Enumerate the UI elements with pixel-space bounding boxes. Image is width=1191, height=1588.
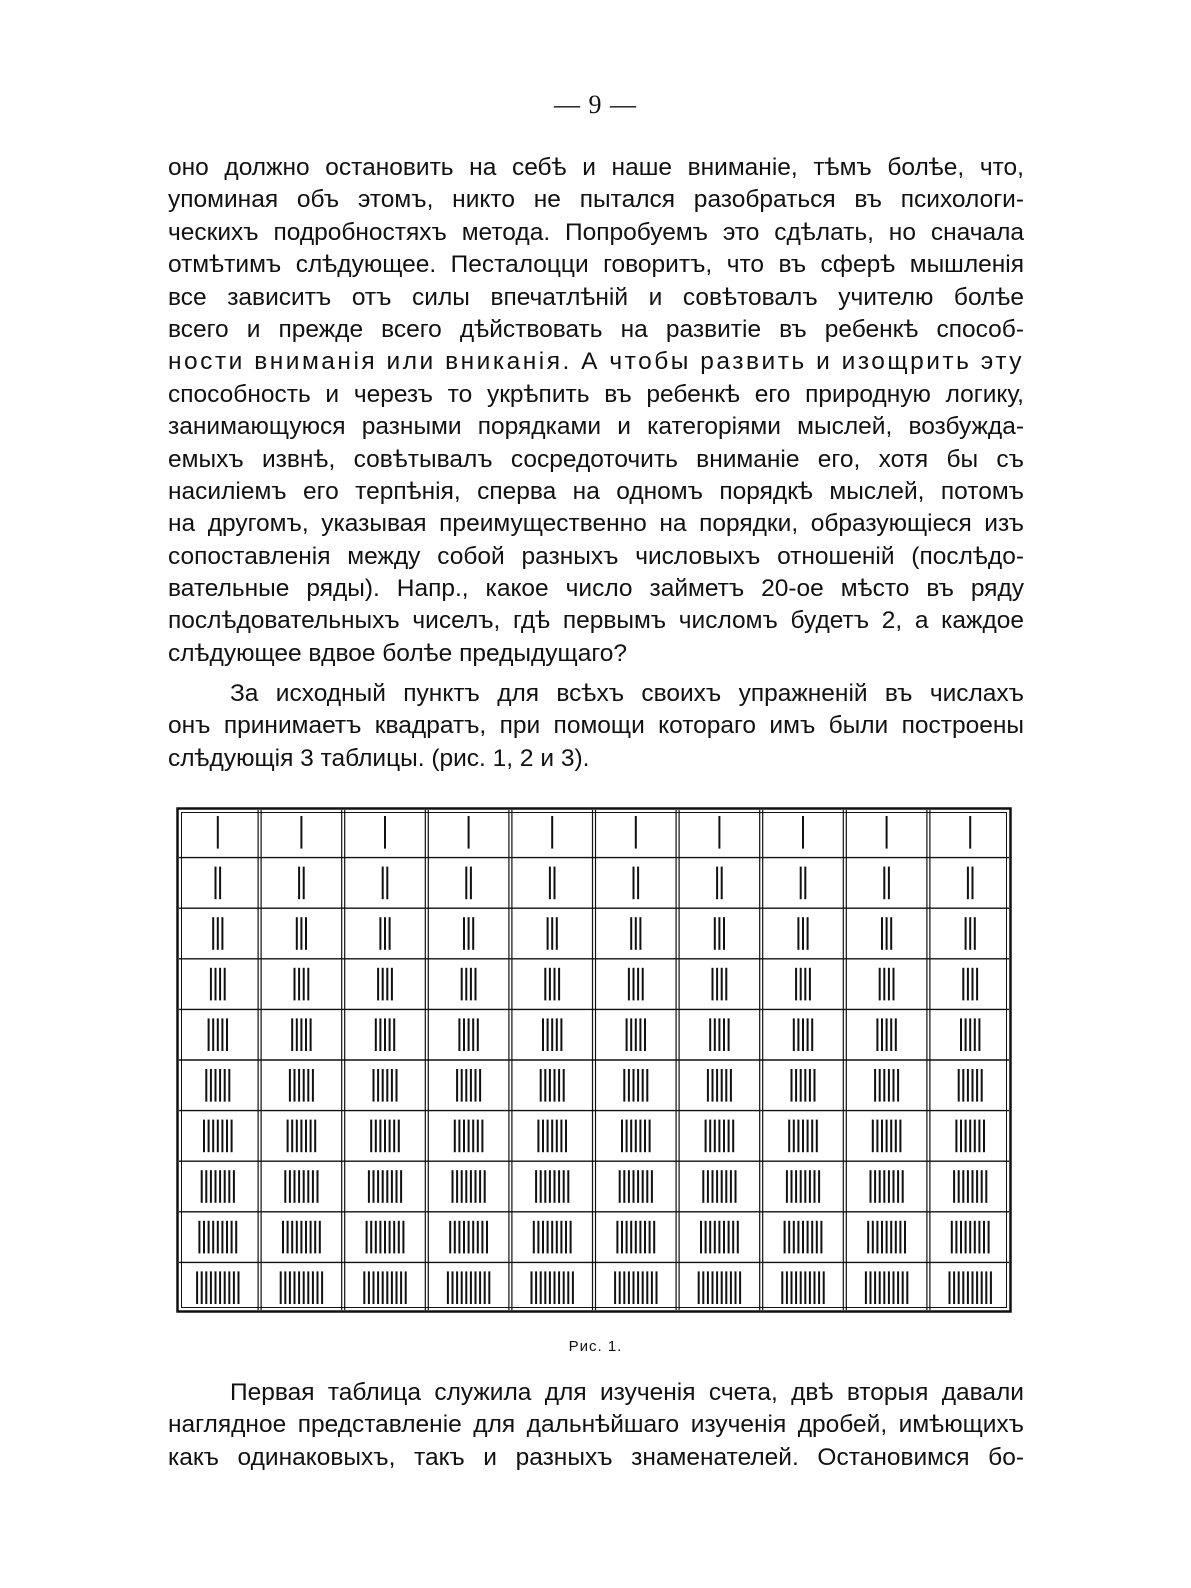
text-line: сопоставленія между собой разныхъ числовыхъ отношеній (послѣдо- <box>168 542 1024 570</box>
text-line: послѣдовательныхъ чиселъ, гдѣ первымъ числомъ будетъ 2, а каждое <box>168 607 1024 635</box>
text-line: слѣдующія 3 таблицы. (рис. 1, 2 и 3). <box>168 744 590 772</box>
paragraph-1 <box>168 152 1024 670</box>
text-line: оно должно остановить на себѣ и наше вниманіе, тѣмъ болѣе, что, <box>168 154 1024 181</box>
text-line: ческихъ подробностяхъ метода. Попробуемъ это сдѣлать, но сначала <box>168 218 1024 246</box>
paragraph-3 <box>168 1377 1024 1474</box>
text-line: все зависитъ отъ силы впечатлѣній и совѣтовалъ учителю болѣе <box>168 283 1024 311</box>
figure-caption: Рис. 1. <box>568 1338 623 1355</box>
paragraph-2 <box>168 678 1024 775</box>
text-line: наглядное представленіе для дальнѣйшаго изученія дробей, имѣющихъ <box>168 1411 1024 1439</box>
figure-1-tally-table <box>176 807 1012 1313</box>
text-line: емыхъ извнѣ, совѣтывалъ сосредоточить вниманіе его, хотя бы съ <box>168 445 1024 473</box>
text-line: Первая таблица служила для изученія счета, двѣ вторыя давали <box>230 1379 1024 1406</box>
text-line: способность и черезъ то укрѣпить въ ребенкѣ его природную логику, <box>168 380 1024 408</box>
text-line: ности вниманія или вниканія. А чтобы развить и изощрить эту <box>168 348 1024 376</box>
text-line: на другомъ, указывая преимущественно на порядки, образующіеся изъ <box>168 510 1024 538</box>
text-line: всего и прежде всего дѣйствовать на развитіе въ ребенкѣ способ- <box>168 315 1024 343</box>
tally-grid <box>176 807 1012 1313</box>
text-line: насиліемъ его терпѣнія, сперва на одномъ порядкѣ мыслей, потомъ <box>168 477 1024 505</box>
text-line: занимающуюся разными порядками и категоріями мыслей, возбужда- <box>168 413 1024 441</box>
text-line: упоминая объ этомъ, никто не пытался разобраться въ психологи- <box>168 186 1024 214</box>
text-line: За исходный пунктъ для всѣхъ своихъ упражненій въ числахъ <box>230 680 1024 707</box>
text-line: вательные ряды). Напр., какое число займетъ 20-ое мѣсто въ ряду <box>168 575 1024 603</box>
text-line: онъ принимаетъ квадратъ, при помощи котораго имъ были построены <box>168 712 1024 740</box>
page-number: — 9 — <box>554 90 637 119</box>
text-line: отмѣтимъ слѣдующее. Песталоцци говоритъ, что въ сферѣ мышленія <box>168 251 1024 279</box>
text-line: слѣдующее вдвое болѣе предыдущаго? <box>168 639 627 667</box>
text-line: какъ одинаковыхъ, такъ и разныхъ знаменателей. Остановимся бо- <box>168 1443 1024 1471</box>
